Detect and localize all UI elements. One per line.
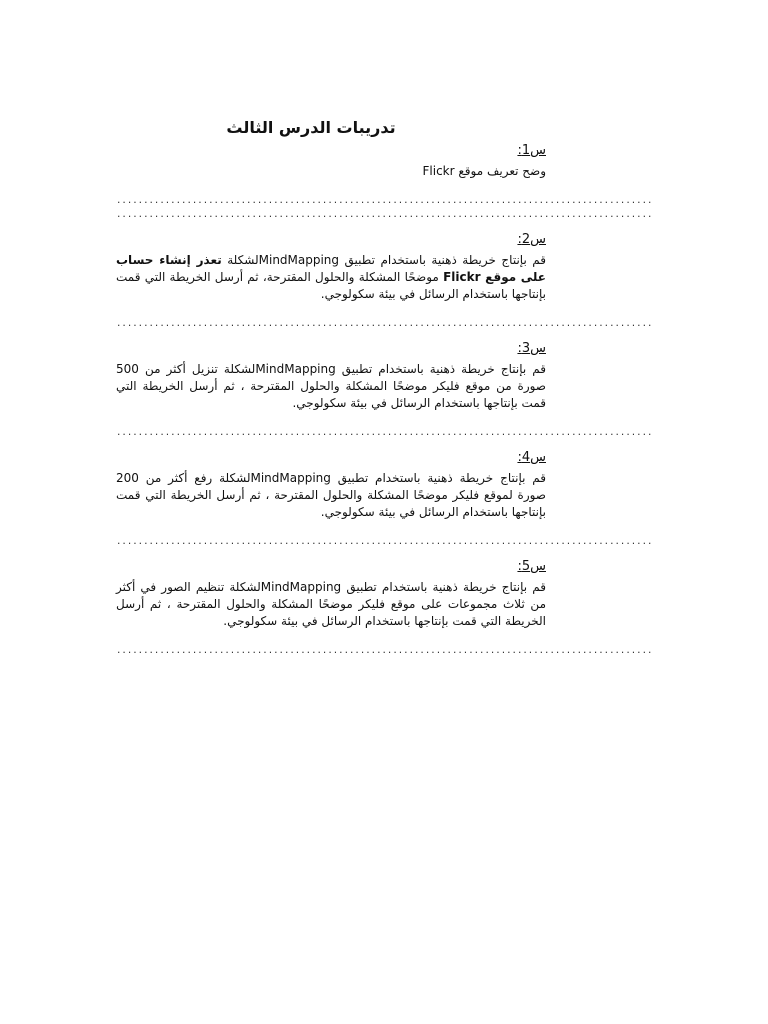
answer-line: ...................................................................................................	[116, 646, 653, 656]
answer-line: ...................................................................................................	[116, 537, 653, 547]
question-2-label: س2:	[517, 232, 546, 247]
question-1-label: س1:	[517, 143, 546, 158]
question-2-text-part: قم بإنتاج خريطة ذهنية باستخدام تطبيق MindMappingلشكلة	[221, 253, 546, 267]
question-2-text	[116, 252, 546, 303]
question-4-text: قم بإنتاج خريطة ذهنية باستخدام تطبيق MindMappingلشكلة رفع أكثر من 200 صورة لموقع فليكر موضحًا المشكلة والحلول المقترحة ، ثم أرسل الخريطة التي قمت بإنتاجها باستخدام الرسائل في بيئة سكولوجي.	[116, 471, 547, 519]
question-5-text: قم بإنتاج خريطة ذهنية باستخدام تطبيق MindMappingلشكلة تنظيم الصور في أكثر من ثلاث مجموعات على موقع فليكر موضحًا المشكلة والحلول المقترحة ، ثم أرسل الخريطة التي قمت بإنتاجها باستخدام الرسائل في بيئة سكولوجي.	[116, 580, 546, 628]
worksheet-page	[116, 118, 653, 658]
answer-line: ...................................................................................................	[116, 428, 653, 438]
question-2-text-part: موضحًا المشكلة والحلول المقترحة، ثم أرسل الخريطة التي قمت بإنتاجها باستخدام الرسائل في بيئة سكولوجي.	[116, 270, 546, 301]
page-title: تدريبات الدرس الثالث	[226, 118, 396, 137]
question-1-text: وضح تعريف موقع Flickr	[422, 164, 546, 178]
answer-line: ...................................................................................................	[116, 319, 653, 329]
question-3-text: قم بإنتاج خريطة ذهنية باستخدام تطبيق MindMappingلشكلة تنزيل أكثر من 500 صورة من موقع فليكر موضحًا المشكلة والحلول المقترحة ، ثم أرسل الخريطة التي قمت بإنتاجها باستخدام الرسائل في بيئة سكولوجي.	[116, 362, 546, 410]
question-2-bold-part: تعذر إنشاء حساب على موقع Flickr	[116, 253, 546, 284]
answer-line: ...................................................................................................	[116, 210, 653, 220]
question-4-label: س4:	[517, 450, 546, 465]
question-5-label: س5:	[517, 559, 546, 574]
answer-line: ...................................................................................................	[116, 196, 653, 206]
question-3-label: س3:	[517, 341, 546, 356]
